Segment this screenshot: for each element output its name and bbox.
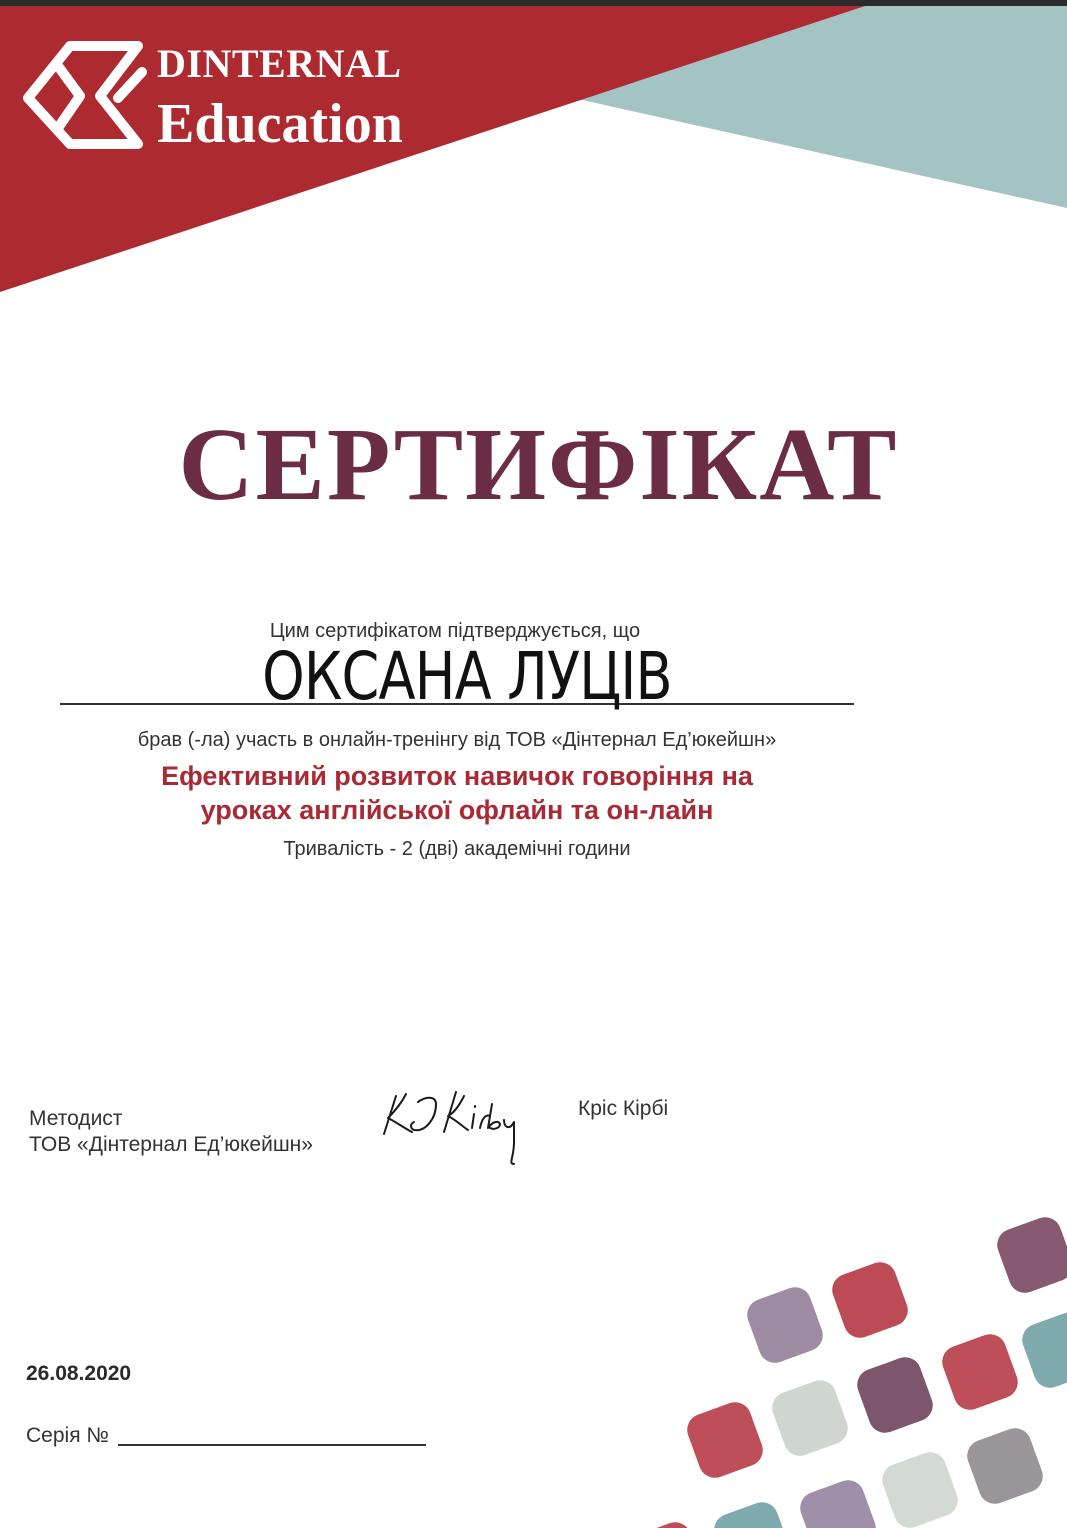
role-company: ТОВ «Дінтернал Ед’юкейшн» (29, 1133, 313, 1156)
decorative-tile (963, 1424, 1048, 1509)
decorative-tile (710, 1498, 795, 1528)
participation-text: брав (-ла) участь в онлайн-тренінгу від ТОВ «Дінтернал Ед’юкейшн» (137, 729, 777, 751)
series-label: Серія № (26, 1424, 109, 1447)
decorative-tile (938, 1330, 1023, 1415)
confirmation-text: Цим сертифікатом підтверджується, що (269, 620, 641, 642)
certificate-title: СЕРТИФІКАТ (178, 407, 899, 522)
decorative-tile (878, 1448, 963, 1528)
duration-text: Тривалість - 2 (дві) академічні години (283, 838, 631, 860)
decorative-tile (828, 1258, 913, 1343)
recipient-name: ОКСАНА ЛУЦІВ (262, 638, 672, 715)
decorative-tile (1018, 1308, 1067, 1393)
course-title-line1: Ефективний розвиток навичок говоріння на (161, 761, 753, 791)
decorative-tile (853, 1353, 938, 1438)
course-title-line2: уроках англійської офлайн та он-лайн (200, 795, 714, 825)
decorative-tile (796, 1476, 881, 1528)
role-title: Методист (29, 1107, 123, 1130)
signatory-name: Кріс Кірбі (578, 1097, 669, 1120)
brand-name-top: DINTERNAL (157, 41, 402, 86)
decorative-tile (743, 1283, 828, 1368)
issue-date: 26.08.2020 (26, 1362, 132, 1385)
decorative-tile (768, 1376, 853, 1461)
brand-name-bottom: Education (157, 93, 403, 155)
decorative-tile (683, 1398, 768, 1483)
decorative-tile (993, 1213, 1067, 1298)
decorative-tile (623, 1518, 708, 1528)
